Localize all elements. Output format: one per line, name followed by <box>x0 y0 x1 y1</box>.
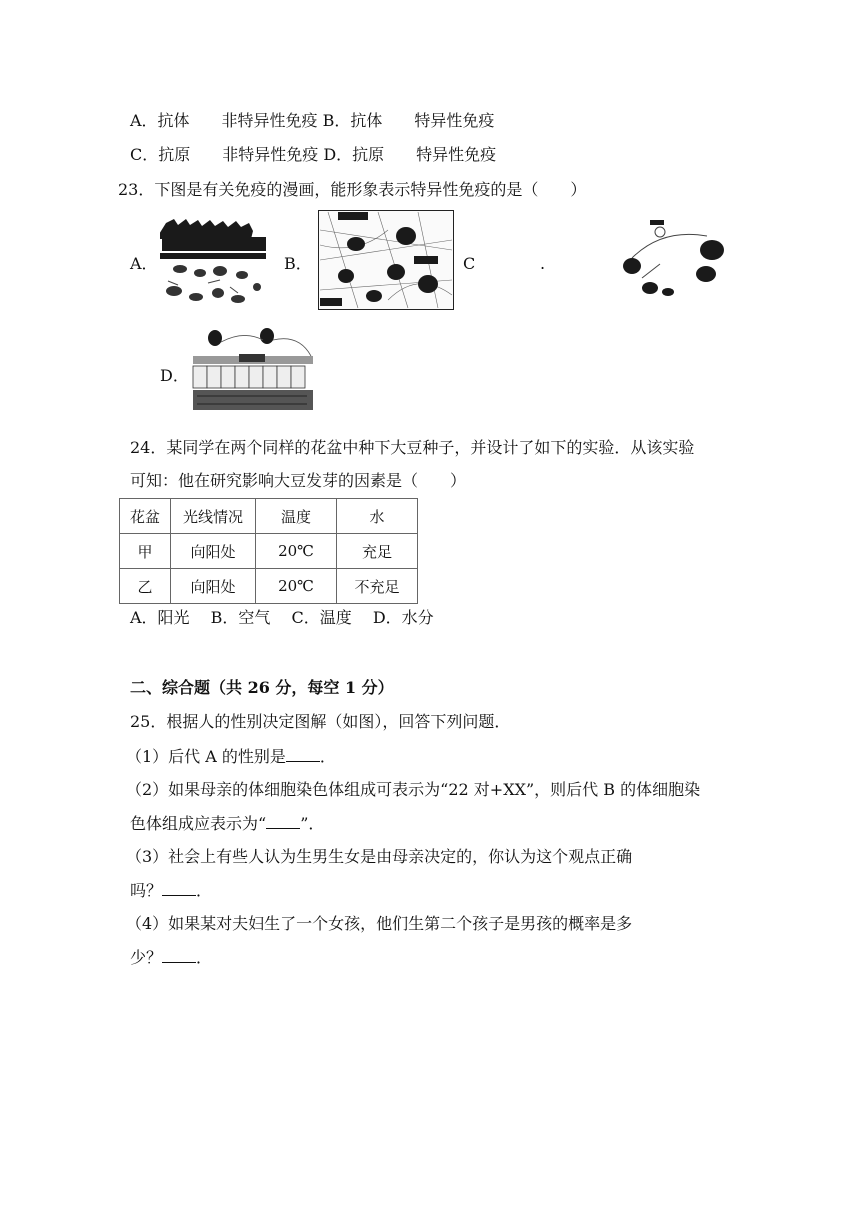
q23-label-c: C <box>463 254 476 273</box>
q25-part4-line1: （4）如果某对夫妇生了一个女孩，他们生第二个孩子是男孩的概率是多 <box>126 914 633 933</box>
q25-part3-line1: （3）社会上有些人认为生男生女是由母亲决定的，你认为这个观点正确 <box>126 847 633 866</box>
q25-part4-text: 少？ <box>130 948 163 967</box>
q24-stem-line1: 24．某同学在两个同样的花盆中种下大豆种子，并设计了如下的实验．从该实验 <box>130 438 695 457</box>
table-cell: 20℃ <box>256 569 337 604</box>
cartoon-image-b <box>318 210 454 310</box>
q22-options-row2: C．抗原 非特异性免疫 D．抗原 特异性免疫 <box>130 145 497 164</box>
table-header-row <box>120 499 418 534</box>
q25-part1 <box>126 746 336 767</box>
q25-part2-end: ”． <box>300 814 325 833</box>
table-cell: 20℃ <box>256 534 337 569</box>
answer-blank-3[interactable] <box>162 880 196 896</box>
q25-part3-line2 <box>130 880 212 901</box>
table-cell: 乙 <box>120 569 171 604</box>
section-title: 二、综合题（共 26 分，每空 1 分） <box>130 678 394 697</box>
q25-part4-end: ． <box>196 948 213 967</box>
table-header-cell: 温度 <box>256 499 337 534</box>
table-row <box>120 534 418 569</box>
q23-label-b: B． <box>284 254 312 273</box>
q25-part4-line2 <box>130 947 212 968</box>
cartoon-image-c <box>612 218 732 304</box>
table-header-cell: 水 <box>337 499 418 534</box>
table-cell: 向阳处 <box>171 569 256 604</box>
q25-part2-text: 色体组成应表示为“ <box>130 814 267 833</box>
q25-part2-line1: （2）如果母亲的体细胞染色体组成可表示为“22 对+XX”，则后代 B 的体细胞染 <box>126 780 701 799</box>
table-cell: 向阳处 <box>171 534 256 569</box>
answer-blank-2[interactable] <box>266 813 300 829</box>
q25-part1-text: （1）后代 A 的性别是 <box>126 747 286 766</box>
cartoon-image-d <box>189 326 315 414</box>
q25-part2-line2 <box>130 813 324 834</box>
table-row <box>120 569 418 604</box>
table-cell: 充足 <box>337 534 418 569</box>
q23-label-d: D． <box>160 366 189 385</box>
q25-part3-text: 吗？ <box>130 881 163 900</box>
q25-stem: 25．根据人的性别决定图解（如图），回答下列问题． <box>130 712 511 731</box>
q24-stem-line2: 可知：他在研究影响大豆发芽的因素是（ ） <box>130 471 467 490</box>
q24-options: A．阳光 B．空气 C．温度 D．水分 <box>130 608 434 627</box>
table-header-cell: 光线情况 <box>171 499 256 534</box>
q25-part1-end: ． <box>319 747 336 766</box>
q23-stem: 23．下图是有关免疫的漫画，能形象表示特异性免疫的是（ ） <box>118 180 587 199</box>
table-header-cell: 花盆 <box>120 499 171 534</box>
experiment-table <box>119 498 418 604</box>
q25-part3-end: ． <box>196 881 213 900</box>
q22-options-row1: A．抗体 非特异性免疫 B．抗体 特异性免疫 <box>130 111 495 130</box>
q23-label-a: A． <box>130 254 158 273</box>
answer-blank-4[interactable] <box>162 947 196 963</box>
q23-label-c-dot: . <box>540 254 546 273</box>
table-cell: 甲 <box>120 534 171 569</box>
answer-blank-1[interactable] <box>286 746 320 762</box>
cartoon-image-a <box>160 217 266 307</box>
table-cell: 不充足 <box>337 569 418 604</box>
